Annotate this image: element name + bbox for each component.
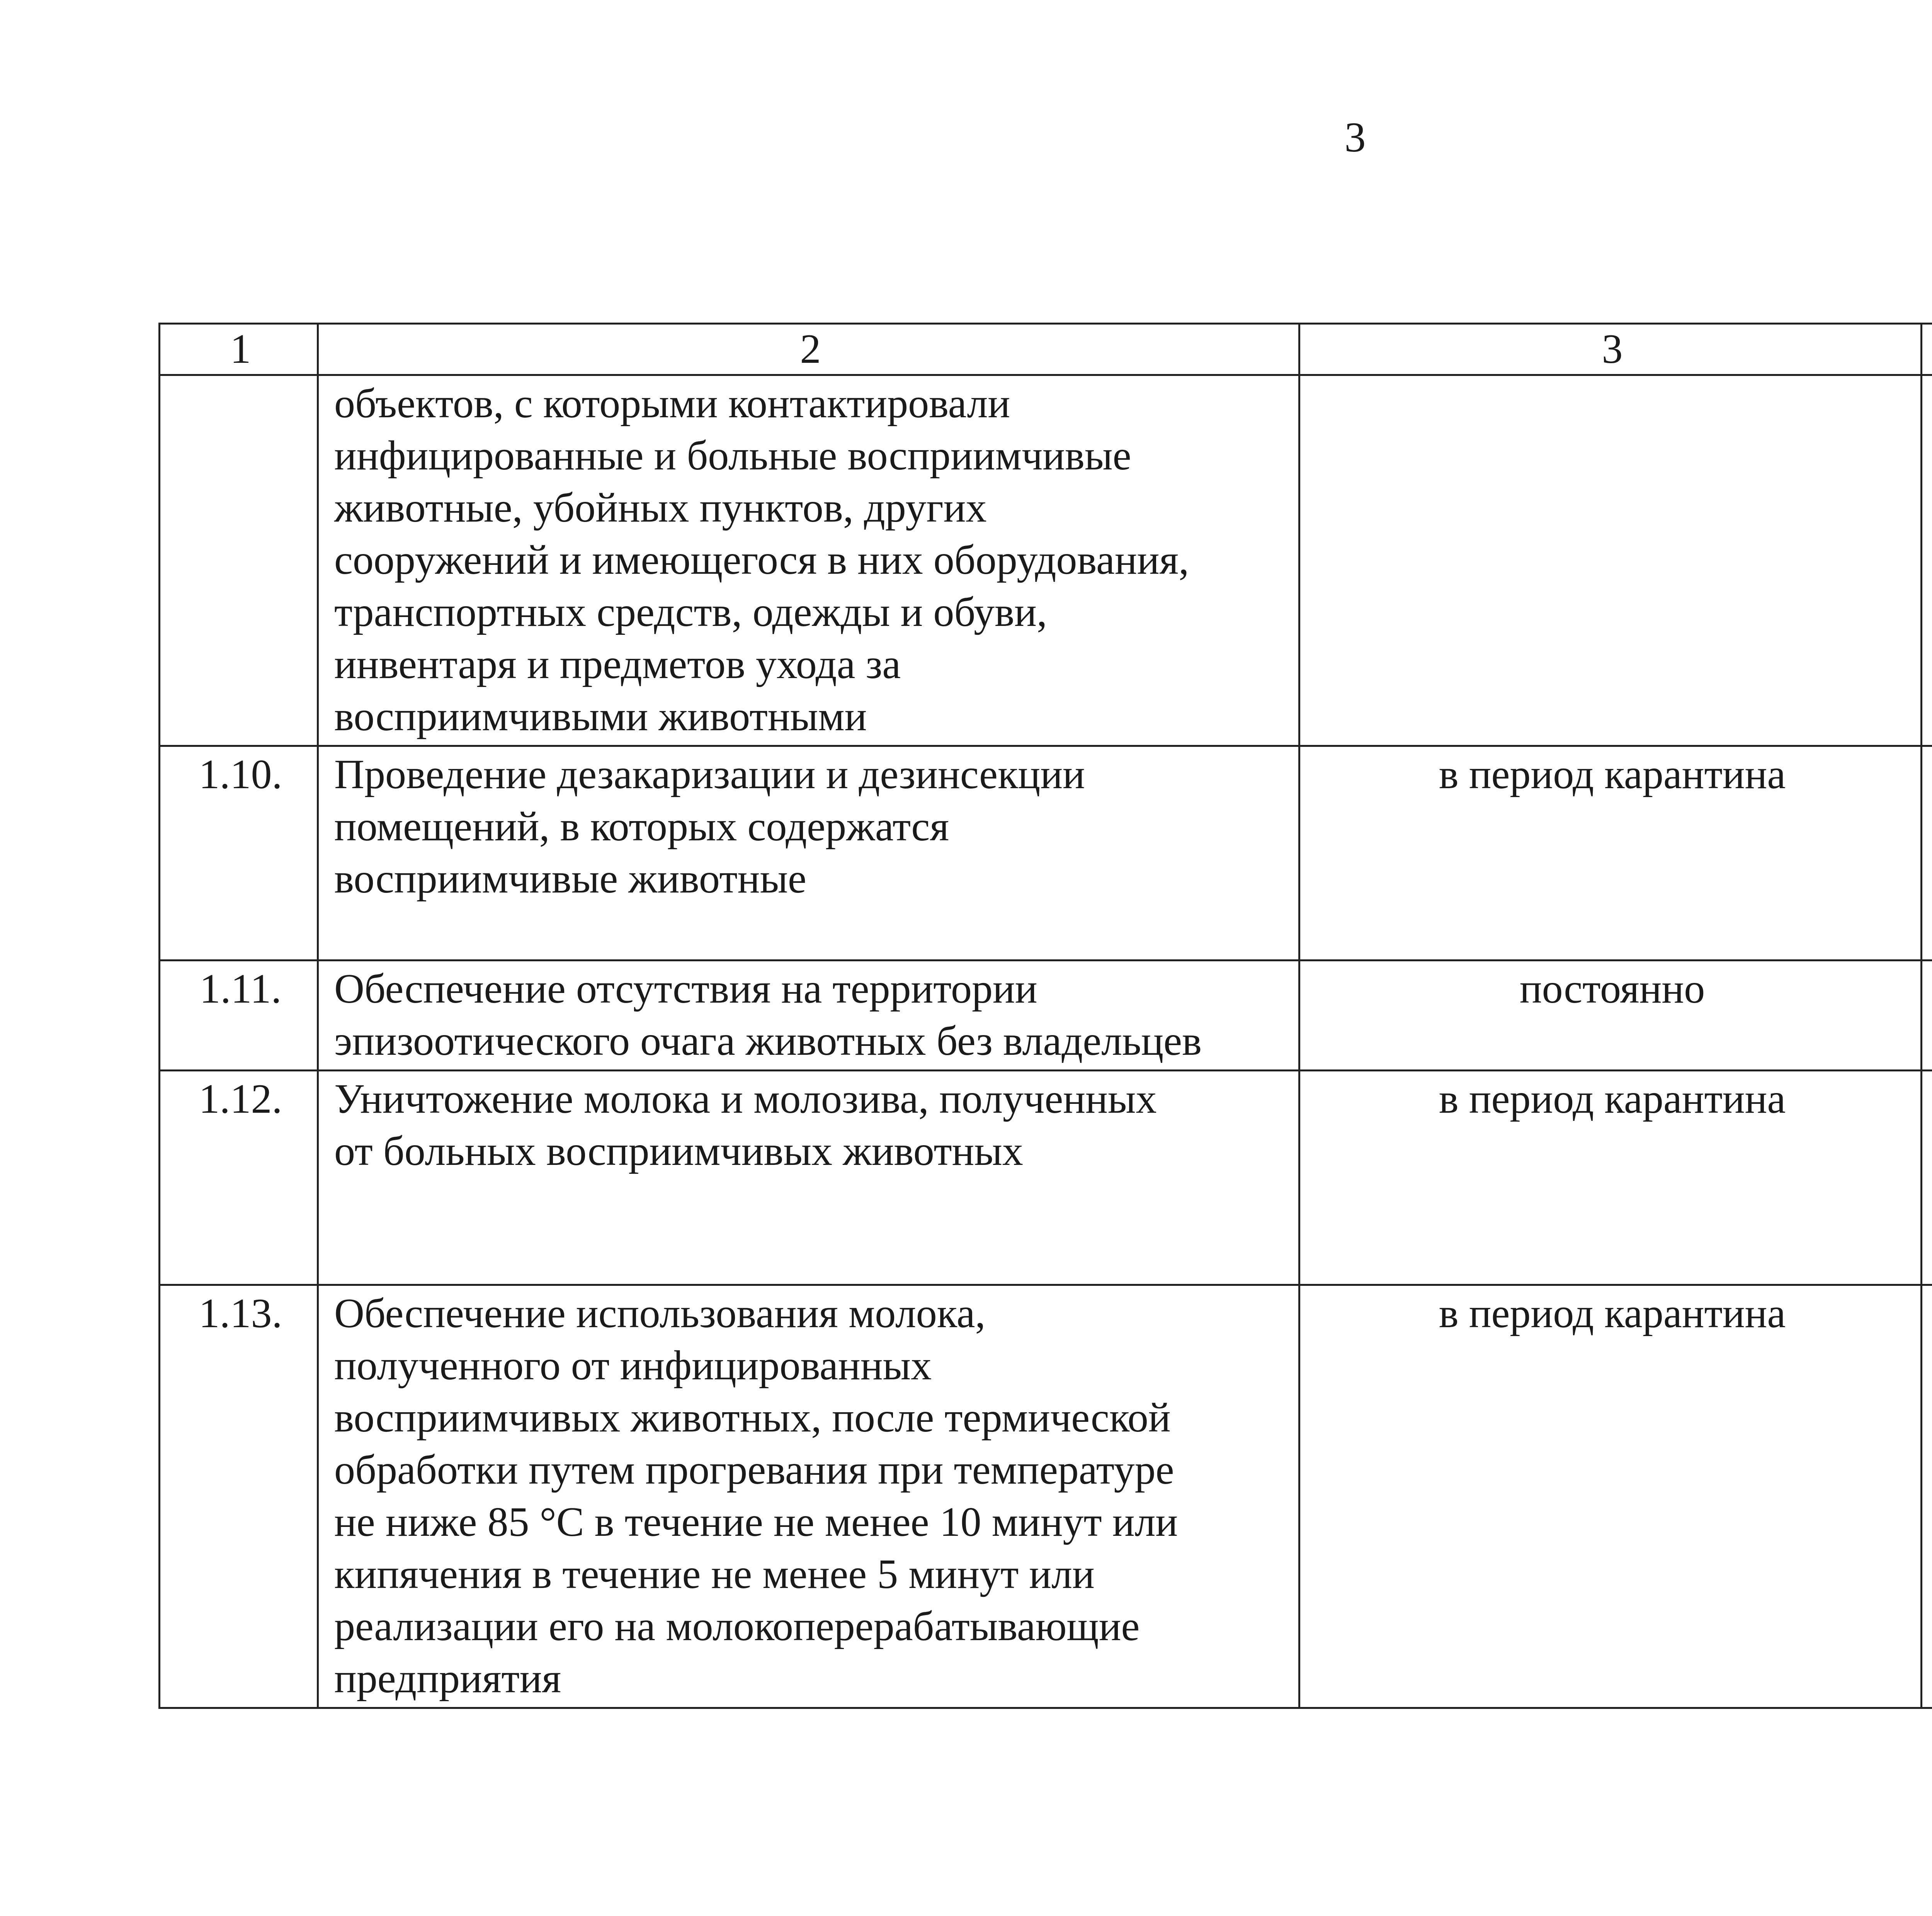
- action-line: Уничтожение молока и молозива, полученных: [334, 1076, 1157, 1122]
- action-line: реализации его на молокоперерабатывающие: [334, 1603, 1140, 1649]
- row-term: [1299, 375, 1922, 746]
- row-action: [318, 961, 1299, 1071]
- row-term: в период карантина: [1299, 1285, 1922, 1708]
- table-header-row: [160, 324, 1932, 375]
- table-row: [160, 1071, 1932, 1285]
- action-line: инфицированные и больные восприимчивые: [334, 433, 1131, 479]
- header-cell-4: [1922, 324, 1932, 375]
- table-row: [160, 1285, 1932, 1708]
- action-line: Обеспечение отсутствия на территории: [334, 966, 1037, 1012]
- action-line: эпизоотического очага животных без владельцев: [334, 1018, 1202, 1064]
- action-line: восприимчивыми животными: [334, 694, 867, 740]
- row-number: [160, 375, 318, 746]
- measures-table: [158, 323, 1932, 1709]
- header-cell-2: 2: [318, 324, 1299, 375]
- row-responsible: [1922, 746, 1932, 961]
- row-number: 1.12.: [160, 1071, 318, 1285]
- row-number: 1.10.: [160, 746, 318, 961]
- action-line: Проведение дезакаризации и дезинсекции: [334, 751, 1085, 797]
- action-line: транспортных средств, одежды и обуви,: [334, 589, 1047, 635]
- action-line: помещений, в которых содержатся: [334, 804, 949, 850]
- header-cell-3: 3: [1299, 324, 1922, 375]
- action-line: объектов, с которыми контактировали: [334, 381, 1010, 427]
- row-responsible: [1922, 961, 1932, 1071]
- row-number: 1.13.: [160, 1285, 318, 1708]
- action-line: животные, убойных пунктов, других: [334, 485, 987, 531]
- row-action: [318, 746, 1299, 961]
- action-line: не ниже 85 °С в течение не менее 10 минут или: [334, 1499, 1178, 1545]
- row-action: [318, 375, 1299, 746]
- action-line: от больных восприимчивых животных: [334, 1128, 1023, 1174]
- row-responsible: [1922, 1285, 1932, 1708]
- action-line: обработки путем прогревания при температуре: [334, 1447, 1174, 1493]
- row-action: [318, 1071, 1299, 1285]
- table-row: [160, 746, 1932, 961]
- row-responsible: [1922, 375, 1932, 746]
- action-line: полученного от инфицированных: [334, 1343, 932, 1389]
- row-responsible: [1922, 1071, 1932, 1285]
- action-line: сооружений и имеющегося в них оборудования,: [334, 537, 1189, 583]
- row-term: в период карантина: [1299, 1071, 1922, 1285]
- table-row: [160, 961, 1932, 1071]
- action-line: предприятия: [334, 1656, 561, 1702]
- action-line: Обеспечение использования молока,: [334, 1290, 986, 1336]
- row-number: 1.11.: [160, 961, 318, 1071]
- table-row: [160, 375, 1932, 746]
- row-action: [318, 1285, 1299, 1708]
- row-term: в период карантина: [1299, 746, 1922, 961]
- page-number: 3: [1344, 114, 1366, 161]
- action-line: восприимчивые животные: [334, 856, 806, 902]
- row-term: постоянно: [1299, 961, 1922, 1071]
- action-line: кипячения в течение не менее 5 минут или: [334, 1551, 1095, 1597]
- action-line: инвентаря и предметов ухода за: [334, 641, 901, 687]
- action-line: восприимчивых животных, после термической: [334, 1395, 1171, 1441]
- header-cell-1: 1: [160, 324, 318, 375]
